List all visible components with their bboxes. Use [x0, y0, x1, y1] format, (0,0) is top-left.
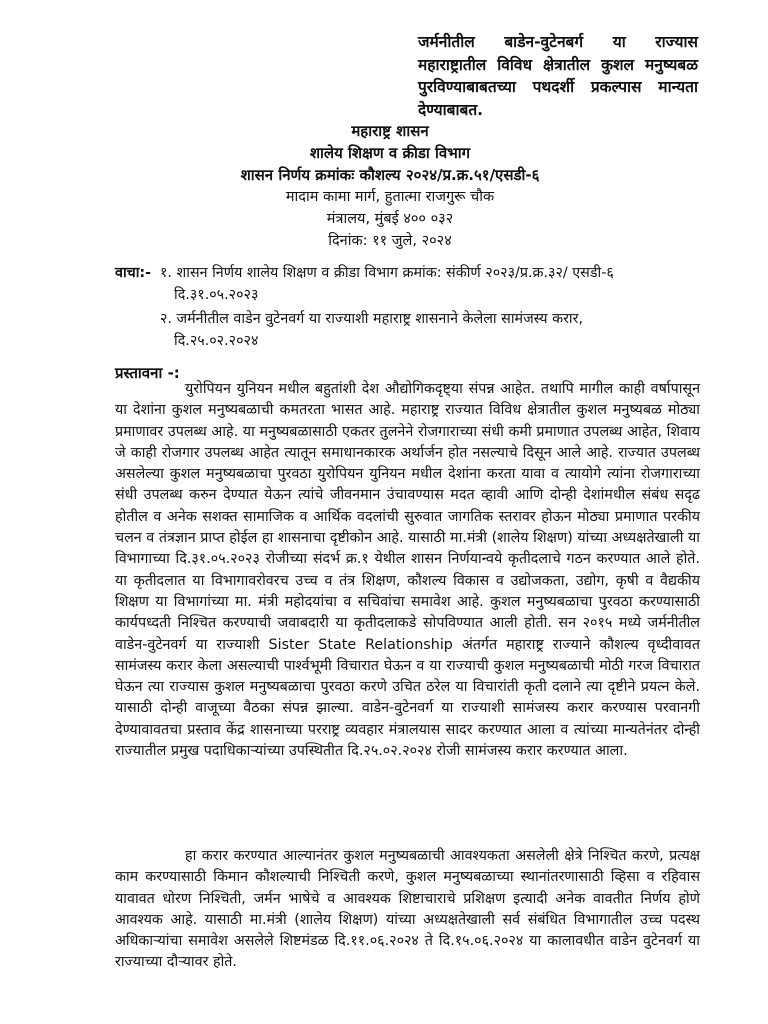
reference-2-date: दि.२५.०२.२०२४ [174, 333, 259, 349]
address-line-1: मादाम कामा मार्ग, हुतात्मा राजगुरू चौक [285, 189, 495, 205]
preamble-paragraph-1 [115, 379, 700, 762]
subject-heading: जर्मनीतील बाडेन-वुटेनबर्ग या राज्यास महाराष्ट्रातील विविध क्षेत्रातील कुशल मनुष्यबळ पुरविण्याबाबतच्या पथदर्शी प्रकल्पास मान्यता देण्याबाबत. [418, 33, 698, 119]
department-name: शालेय शिक्षण व क्रीडा विभाग [309, 144, 471, 162]
preamble-heading: प्रस्तावना -: [115, 364, 180, 382]
gr-number: शासन निर्णय क्रमांकः कौशल्य २०२४/प्र.क्र.५१/एसडी-६ [240, 166, 540, 184]
preamble-paragraph-2 [115, 846, 700, 974]
paragraph-1-text: युरोपियन युनियन मधील बहुतांशी देश औद्योगिकदृष्ट्या संपन्न आहेत. तथापि मागील काही वर्षापासून या देशांना कुशल मनुष्यबळाची कमतरता भासत आहे. महाराष्ट्र राज्यात विविध क्षेत्रातील कुशल मनुष्यबळ मोठ्या प्रमाणावर उपलब्ध आहे. या मनुष्यबळासाठी एकतर तुलनेने रोजगाराच्या संधी कमी प्रमाणात उपलब्ध आहेत, शिवाय जे काही रोजगार उपलब्ध आहेत त्यातून समाधानकारक अर्थार्जन होत नसल्याचे दिसून आले आहे. राज्यात उपलब्ध असलेल्या कुशल मनुष्यबळाचा पुरवठा युरोपियन युनियन मधील देशांना करता यावा व त्यायोगे त्यांना रोजगाराच्या संधी उपलब्ध करुन देण्यात येऊन त्यांचे जीवनमान उंचावण्यास मदत व्हावी आणि दोन्ही देशांमधील संबंध सदृढ होतील व अनेक सशक्त सामाजिक व आर्थिक वदलांची सुरुवात जागतिक स्तरावर होऊन मोठ्या प्रमाणात परकीय चलन व तंत्रज्ञान प्राप्त होईल हा शासनाचा दृष्टीकोन आहे. यासाठी मा.मंत्री (शालेय शिक्षण) यांच्या अध्यक्षतेखाली या विभागाच्या दि.३१.०५.२०२३ रोजीच्या संदर्भ क्र.१ येथील शासन निर्णयान्वये कृतीदलाचे गठन करण्यात आले होते. या कृतीदलात या विभागावरोवरच उच्च व तंत्र शिक्षण, कौशल्य विकास व उद्योजकता, उद्योग, कृषी व वैद्यकीय शिक्षण या विभागांच्या मा. मंत्री महोदयांचा व सचिवांचा समावेश आहे. कुशल मनुष्यबळाचा पुरवठा करण्यासाठी कार्यपध्दती निश्चित करण्याची जवाबदारी या कृतीदलाकडे सोपविण्यात आली होती. सन २०१५ मध्ये जर्मनीतील वाडेन-वुटेनवर्ग या राज्याशी Sister State Relationship अंतर्गत महाराष्ट्र राज्याने कौशल्य वृध्दीवावत सामंजस्य करार केला असल्याची पार्श्वभूमी विचारात घेऊन व या राज्याची कुशल मनुष्यबळाची मोठी गरज विचारात घेऊन त्या राज्यास कुशल मनुष्यबळाचा पुरवठा करणे उचित ठरेल या विचारांती कृती दलाने त्या दृष्टीने प्रयत्न केले. यासाठी दोन्ही वाजूच्या वैठका संपन्न झाल्या. वाडेन-वुटेनवर्ग या राज्याशी सामंजस्य करार करण्यास परवानगी देण्यावावतचा प्रस्ताव केंद्र शासनाच्या परराष्ट्र व्यवहार मंत्रालयास सादर करण्यात आला व त्यांच्या मान्यतेनंतर दोन्ही राज्यातील प्रमुख पदाधिकाऱ्यांच्या उपस्थितीत दि.२५.०२.२०२४ रोजी सामंजस्य करार करण्यात आला. [115, 381, 700, 760]
address-line-2: मंत्रालय, मुंबई ४०० ०३२ [326, 211, 454, 227]
reference-1-date: दि.३१.०५.२०२३ [174, 287, 259, 303]
government-name: महाराष्ट्र शासन [351, 122, 429, 140]
reference-2: २. जर्मनीतील वाडेन वुटेनवर्ग या राज्याशी महाराष्ट्र शासनाने केलेला सामंजस्य करार, [160, 311, 584, 327]
reference-1: १. शासन निर्णय शालेय शिक्षण व क्रीडा विभाग क्रमांक: संकीर्ण २०२३/प्र.क्र.३२/ एसडी-६ [160, 265, 614, 281]
references-label: वाचा:- [115, 265, 152, 281]
paragraph-2-text: हा करार करण्यात आल्यानंतर कुशल मनुष्यबळाची आवश्यकता असलेली क्षेत्रे निश्चित करणे, प्रत्यक्ष काम करण्यासाठी किमान कौशल्याची निश्चिती करणे, कुशल मनुष्यबळाच्या स्थानांतरणासाठी व्हिसा व रहिवास यावावत धोरण निश्चिती, जर्मन भाषेचे व आवश्यक शिष्टाचाराचे प्रशिक्षण इत्यादी अनेक वावतीत निर्णय होणे आवश्यक आहे. यासाठी मा.मंत्री (शालेय शिक्षण) यांच्या अध्यक्षतेखाली सर्व संबंधित विभागातील उच्च पदस्थ अधिकाऱ्यांचा समावेश असलेले शिष्टमंडळ दि.११.०६.२०२४ ते दि.१५.०६.२०२४ या कालावधीत वाडेन वुटेनवर्ग या राज्याच्या दौऱ्यावर होते. [115, 848, 700, 971]
document-date: दिनांक: ११ जुले, २०२४ [328, 233, 452, 249]
